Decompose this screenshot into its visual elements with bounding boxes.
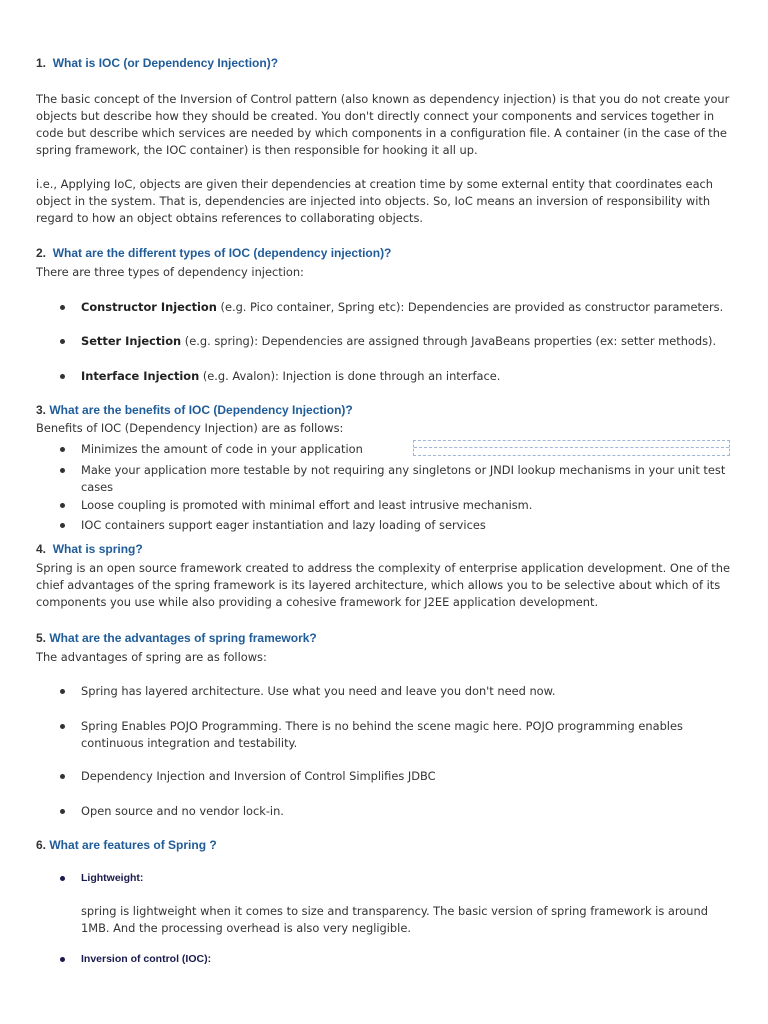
bullet-icon [60,447,65,452]
list-item-text: Open source and no vendor lock-in. [81,804,284,818]
term-description: (e.g. spring): Dependencies are assigned through JavaBeans properties (ex: setter methods). [181,334,717,348]
bullet-icon [60,957,65,962]
question-title: What are the benefits of IOC (Dependency Injection)? [49,403,353,417]
list-item-text: Loose coupling is promoted with minimal effort and least intrusive mechanism. [81,498,533,512]
paragraph: Benefits of IOC (Dependency Injection) are as follows: [36,421,344,435]
bullet-icon [60,689,65,694]
list-item [60,768,740,785]
bullet-icon [60,523,65,528]
question-number: 4. [36,542,47,556]
list-item-text: Dependency Injection and Inversion of Control Simplifies JDBC [81,769,436,783]
bullet-icon [60,305,65,310]
list-item [60,368,740,385]
list-item [60,299,740,316]
question-number: 1. [36,56,47,70]
question-title: What are the different types of IOC (dependency injection)? [52,246,392,260]
question-title: What are features of Spring ? [49,838,217,852]
list-item-text: Spring Enables POJO Programming. There is no behind the scene magic here. POJO programming enables continuous integration and testability. [81,719,683,750]
term: Setter Injection [81,334,182,348]
term-description: (e.g. Pico container, Spring etc): Dependencies are provided as constructor parameters. [216,300,724,314]
list-item [60,333,740,350]
list-item-text: Make your application more testable by not requiring any singletons or JNDI lookup mechanisms in your unit test cases [81,463,726,494]
term-description: (e.g. Avalon): Injection is done through an interface. [199,369,501,383]
feature-label: Lightweight: [81,872,144,884]
list-item-text: IOC containers support eager instantiation and lazy loading of services [81,518,486,532]
paragraph: There are three types of dependency injection: [36,265,304,279]
term: Interface Injection [81,369,200,383]
question-number: 3. [36,403,47,417]
list-item [60,462,740,496]
bullet-icon [60,876,65,881]
dashed-placeholder-box [413,440,730,456]
paragraph: The advantages of spring are as follows: [36,650,267,664]
bullet-icon [60,809,65,814]
list-item [60,683,740,700]
question-number: 2. [36,246,47,260]
bullet-icon [60,724,65,729]
question-heading-2 [36,246,391,260]
bullet-icon [60,468,65,473]
question-number: 6. [36,838,47,852]
list-item [60,718,740,752]
bullet-icon [60,339,65,344]
question-title: What are the advantages of spring framework? [49,631,317,645]
question-heading-5 [36,631,317,645]
bullet-icon [60,503,65,508]
list-item [60,497,740,514]
list-item [60,517,740,534]
paragraph: Spring is an open source framework created to address the complexity of enterprise application development. One of the chief advantages of the spring framework is its layered architecture, which allows you to be selective about which of its components you use while also providing a cohesive framework for J2EE application development. [36,561,730,609]
feature-item [60,953,211,965]
feature-label: Inversion of control (IOC): [81,953,212,965]
list-item [60,803,740,820]
question-title: What is spring? [52,542,143,556]
paragraph: The basic concept of the Inversion of Control pattern (also known as dependency injection) is that you do not create your objects but describe how they should be created. You don't directly connect your components and services together in code but describe which services are needed by which components in a configuration file. A container (in the case of the spring framework, the IOC container) is then responsible for hooking it all up. [36,92,730,157]
paragraph: i.e., Applying IoC, objects are given their dependencies at creation time by some external entity that coordinates each object in the system. That is, dependencies are injected into objects. So, IoC means an inversion of responsibility with regard to how an object obtains references to collaborating objects. [36,177,714,225]
feature-description: spring is lightweight when it comes to size and transparency. The basic version of spring framework is around 1MB. And the processing overhead is also very negligible. [81,904,708,935]
question-heading-1 [36,56,278,70]
question-title: What is IOC (or Dependency Injection)? [52,56,279,70]
term: Constructor Injection [81,300,217,314]
bullet-icon [60,774,65,779]
feature-item [60,872,143,884]
question-heading-6 [36,838,217,852]
question-number: 5. [36,631,47,645]
list-item-text: Spring has layered architecture. Use what you need and leave you don't need now. [81,684,556,698]
question-heading-3 [36,403,353,417]
question-heading-4 [36,542,143,556]
list-item-text: Minimizes the amount of code in your application [81,442,363,456]
bullet-icon [60,374,65,379]
